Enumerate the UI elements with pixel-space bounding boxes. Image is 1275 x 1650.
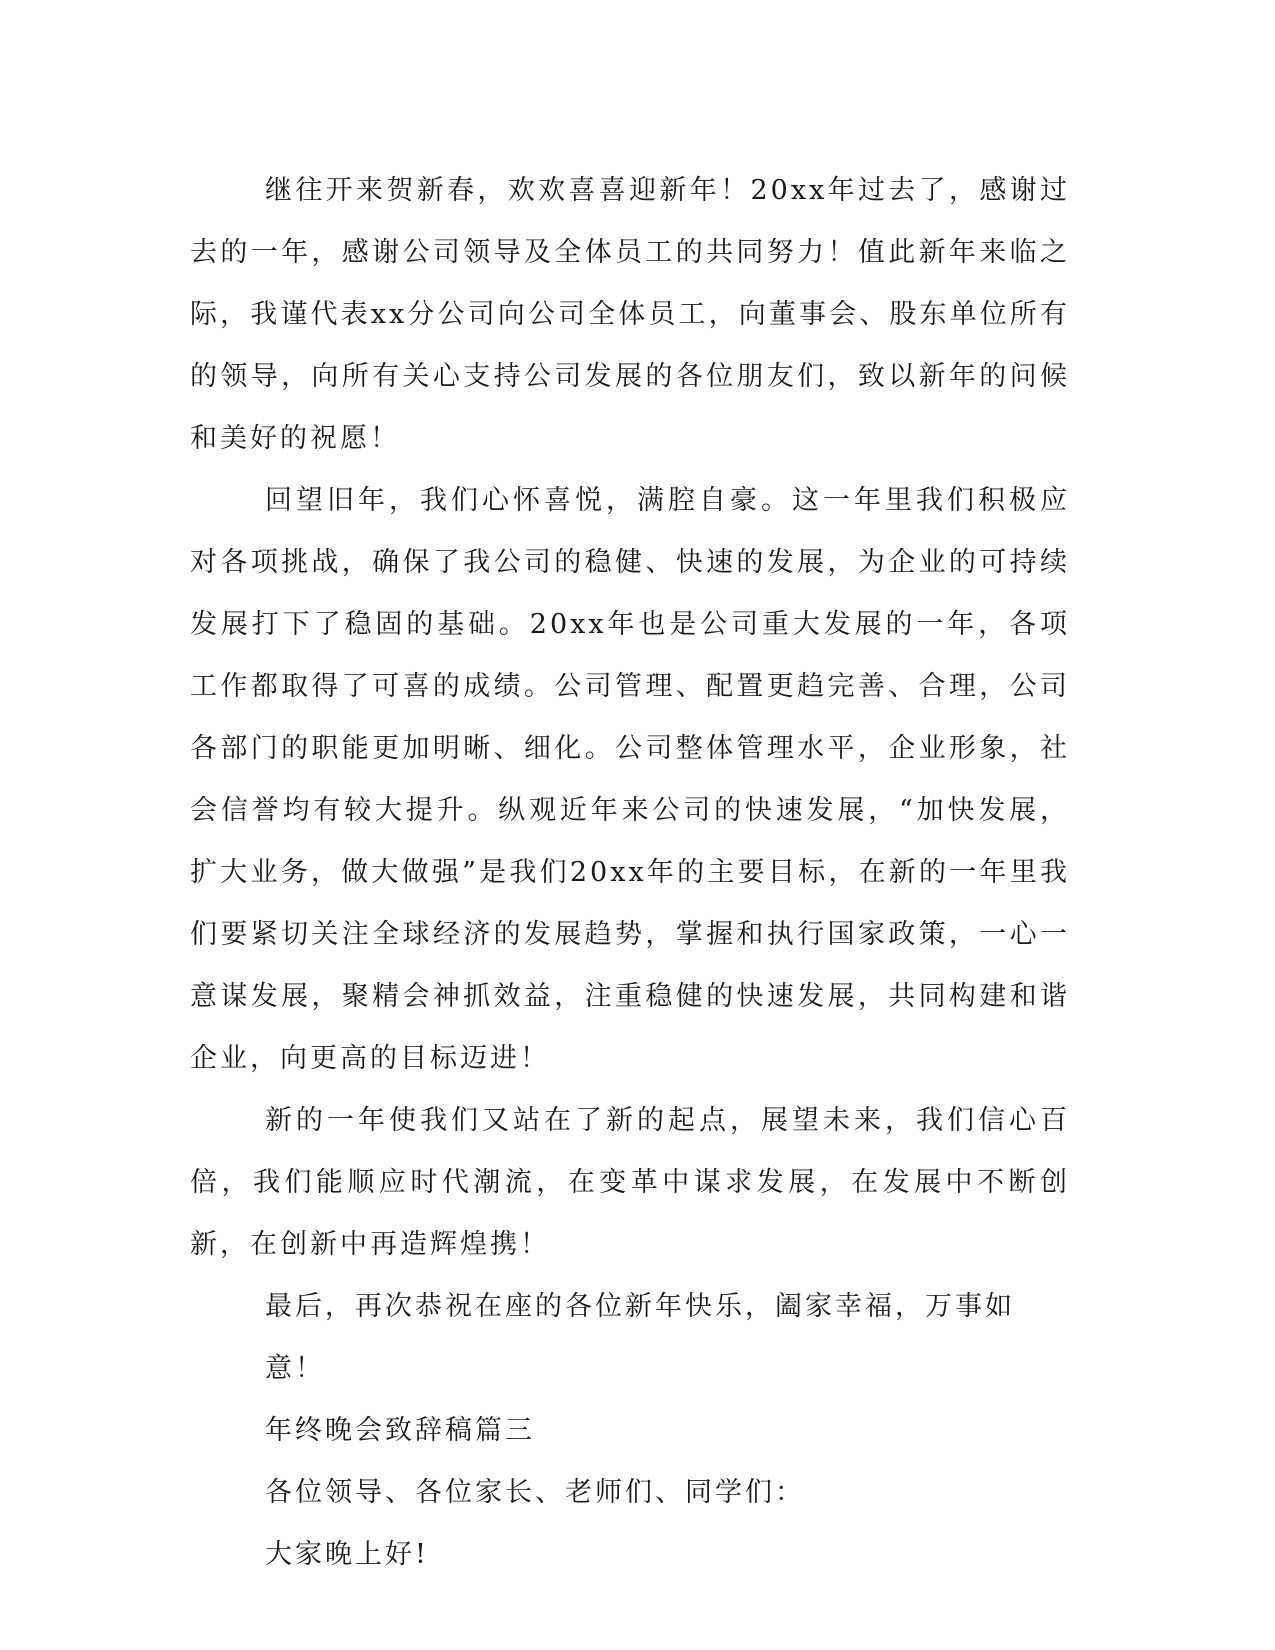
- paragraph-future-outlook: 新的一年使我们又站在了新的起点，展望未来，我们信心百倍，我们能顺应时代潮流，在变革中谋求发展，在发展中不断创新，在创新中再造辉煌携！: [190, 1105, 1070, 1260]
- greeting: 大家晚上好!: [265, 1539, 429, 1570]
- closing-wishes: 最后，再次恭祝在座的各位新年快乐，阖家幸福，万事如意！: [265, 1291, 1015, 1384]
- salutation: 各位领导、各位家长、老师们、同学们：: [265, 1477, 805, 1508]
- document-body: [190, 160, 1070, 1586]
- paragraph-year-review: 回望旧年，我们心怀喜悦，满腔自豪。这一年里我们积极应对各项挑战，确保了我公司的稳健、快速的发展，为企业的可持续发展打下了稳固的基础。20xx年也是公司重大发展的一年，各项工作都取得了可喜的成绩。公司管理、配置更趋完善、合理，公司各部门的职能更加明晰、细化。公司整体管理水平，企业形象，社会信誉均有较大提升。纵观近年来公司的快速发展，“加快发展，扩大业务，做大做强”是我们20xx年的主要目标，在新的一年里我们要紧切关注全球经济的发展趋势，掌握和执行国家政策，一心一意谋发展，聚精会神抓效益，注重稳健的快速发展，共同构建和谐企业，向更高的目标迈进！: [190, 485, 1070, 1074]
- paragraph-new-year-thanks: 继往开来贺新春，欢欢喜喜迎新年！20xx年过去了，感谢过去的一年，感谢公司领导及全体员工的共同努力！值此新年来临之际，我谨代表xx分公司向公司全体员工，向董事会、股东单位所有的领导，向所有关心支持公司发展的各位朋友们，致以新年的问候和美好的祝愿！: [190, 175, 1070, 454]
- section-title: 年终晚会致辞稿篇三: [265, 1415, 535, 1446]
